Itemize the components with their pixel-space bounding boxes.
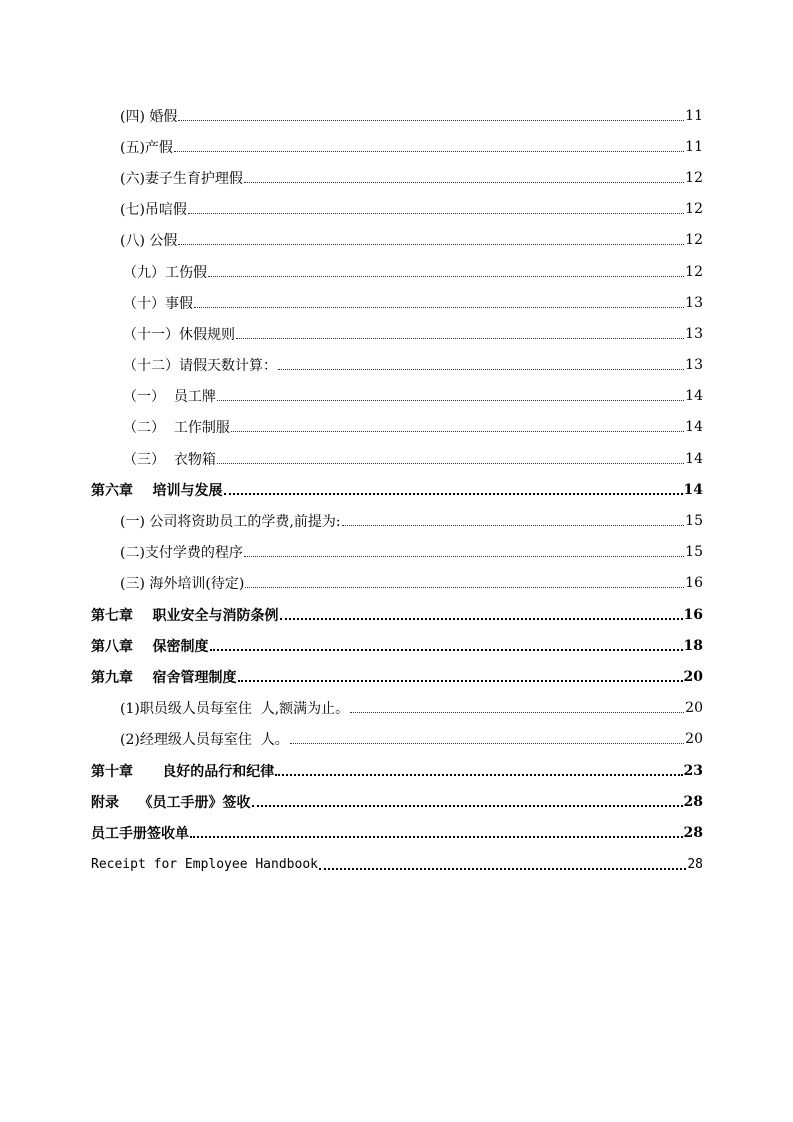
toc-entry[interactable] <box>0 505 793 536</box>
toc-chapter-entry[interactable] <box>0 755 793 786</box>
toc-entry-title: (二)支付学费的程序 <box>120 545 243 562</box>
toc-page-number: 20 <box>685 731 703 748</box>
toc-leader <box>280 617 683 620</box>
toc-leader <box>342 524 685 526</box>
toc-page-number: 18 <box>683 637 703 654</box>
toc-entry-title: （三） 衣物箱 <box>123 451 216 468</box>
toc-page-number: 13 <box>685 325 703 342</box>
toc-leader <box>275 773 682 776</box>
toc-page-number: 28 <box>683 824 703 841</box>
toc-entry[interactable] <box>0 256 793 287</box>
toc-entry[interactable] <box>0 724 793 755</box>
toc-leader <box>208 275 684 277</box>
toc-page-number: 13 <box>685 357 703 374</box>
toc-chapter-entry[interactable] <box>0 849 793 880</box>
toc-leader <box>231 430 684 432</box>
table-of-contents <box>0 100 793 880</box>
toc-entry-title: （十二）请假天数计算： <box>123 358 277 375</box>
toc-entry-title: (一) 公司将资助员工的学费,前提为: <box>120 514 341 531</box>
toc-entry-title: （二） 工作制服 <box>123 420 230 437</box>
toc-entry-title: 员工手册签收单 <box>91 825 189 842</box>
toc-entry[interactable] <box>0 131 793 162</box>
toc-entry-title: 附录 《员工手册》签收 <box>91 794 251 811</box>
toc-entry[interactable] <box>0 225 793 256</box>
toc-leader <box>244 555 684 557</box>
toc-entry-title: (2)经理级人员每室住 人。 <box>120 732 289 749</box>
toc-leader <box>244 181 684 183</box>
toc-entry-title: 第九章 宿舍管理制度 <box>91 669 237 686</box>
toc-entry[interactable] <box>0 568 793 599</box>
toc-chapter-entry[interactable] <box>0 786 793 817</box>
toc-leader <box>236 337 684 339</box>
toc-page-number: 15 <box>685 513 703 530</box>
toc-leader <box>190 835 683 838</box>
toc-entry[interactable] <box>0 443 793 474</box>
toc-entry-title: （一） 员工牌 <box>123 389 216 406</box>
toc-entry[interactable] <box>0 194 793 225</box>
toc-entry-title: (六)妻子生育护理假 <box>120 170 243 187</box>
toc-entry-title: 第八章 保密制度 <box>91 638 209 655</box>
toc-page-number: 28 <box>683 793 703 810</box>
toc-leader <box>194 306 684 308</box>
toc-entry-title: （十）事假 <box>123 295 193 312</box>
toc-page-number: 13 <box>685 294 703 311</box>
toc-leader <box>217 462 684 464</box>
toc-leader <box>290 742 684 744</box>
toc-entry-title: (七)吊唁假 <box>120 202 187 219</box>
toc-entry[interactable] <box>0 318 793 349</box>
toc-leader <box>350 711 684 713</box>
toc-page-number: 20 <box>683 668 703 685</box>
toc-page-number: 16 <box>685 575 703 592</box>
toc-page-number: 14 <box>685 450 703 467</box>
toc-chapter-entry[interactable] <box>0 630 793 661</box>
toc-entry[interactable] <box>0 100 793 131</box>
toc-leader <box>188 212 684 214</box>
toc-entry-title: Receipt for Employee Handbook <box>91 856 318 872</box>
toc-entry[interactable] <box>0 350 793 381</box>
toc-entry[interactable] <box>0 693 793 724</box>
toc-leader <box>224 492 683 495</box>
toc-page-number: 11 <box>685 107 703 124</box>
toc-entry-title: (八) 公假 <box>120 233 178 250</box>
toc-entry[interactable] <box>0 381 793 412</box>
toc-page-number: 12 <box>685 232 703 249</box>
toc-entry-title: （十一）休假规则 <box>123 326 235 343</box>
toc-page-number: 15 <box>685 544 703 561</box>
toc-leader <box>238 679 683 682</box>
toc-page-number: 12 <box>685 169 703 186</box>
toc-entry-title: 第十章 良好的品行和纪律 <box>91 763 275 780</box>
toc-leader <box>210 648 683 651</box>
toc-page-number: 12 <box>685 201 703 218</box>
toc-leader <box>278 368 684 370</box>
toc-entry-title: （九）工伤假 <box>123 264 207 281</box>
toc-chapter-entry[interactable] <box>0 817 793 848</box>
toc-entry[interactable] <box>0 162 793 193</box>
toc-page-number: 14 <box>683 481 703 498</box>
toc-entry[interactable] <box>0 287 793 318</box>
toc-page-number: 11 <box>685 138 703 155</box>
toc-entry-title: (1)职员级人员每室住 人,额满为止。 <box>120 701 350 718</box>
toc-chapter-entry[interactable] <box>0 661 793 692</box>
toc-chapter-entry[interactable] <box>0 474 793 505</box>
toc-entry[interactable] <box>0 412 793 443</box>
toc-page-number: 14 <box>685 388 703 405</box>
toc-entry-title: (三) 海外培训(待定) <box>120 576 245 593</box>
toc-leader <box>174 150 684 152</box>
toc-page-number: 28 <box>687 856 703 872</box>
toc-leader <box>245 586 684 588</box>
toc-chapter-entry[interactable] <box>0 599 793 630</box>
toc-entry-title: 第七章 职业安全与消防条例 <box>91 607 279 624</box>
toc-page-number: 20 <box>685 700 703 717</box>
toc-leader <box>178 119 684 121</box>
toc-entry[interactable] <box>0 537 793 568</box>
toc-page-number: 23 <box>683 762 703 779</box>
toc-page-number: 16 <box>683 606 703 623</box>
toc-page-number: 14 <box>685 419 703 436</box>
toc-page-number: 12 <box>685 263 703 280</box>
toc-leader <box>217 399 684 401</box>
toc-leader <box>178 243 684 245</box>
toc-entry-title: (四) 婚假 <box>120 108 178 125</box>
toc-leader <box>252 804 683 807</box>
toc-entry-title: (五)产假 <box>120 139 173 156</box>
toc-entry-title: 第六章 培训与发展 <box>91 482 223 499</box>
toc-leader <box>319 867 686 870</box>
